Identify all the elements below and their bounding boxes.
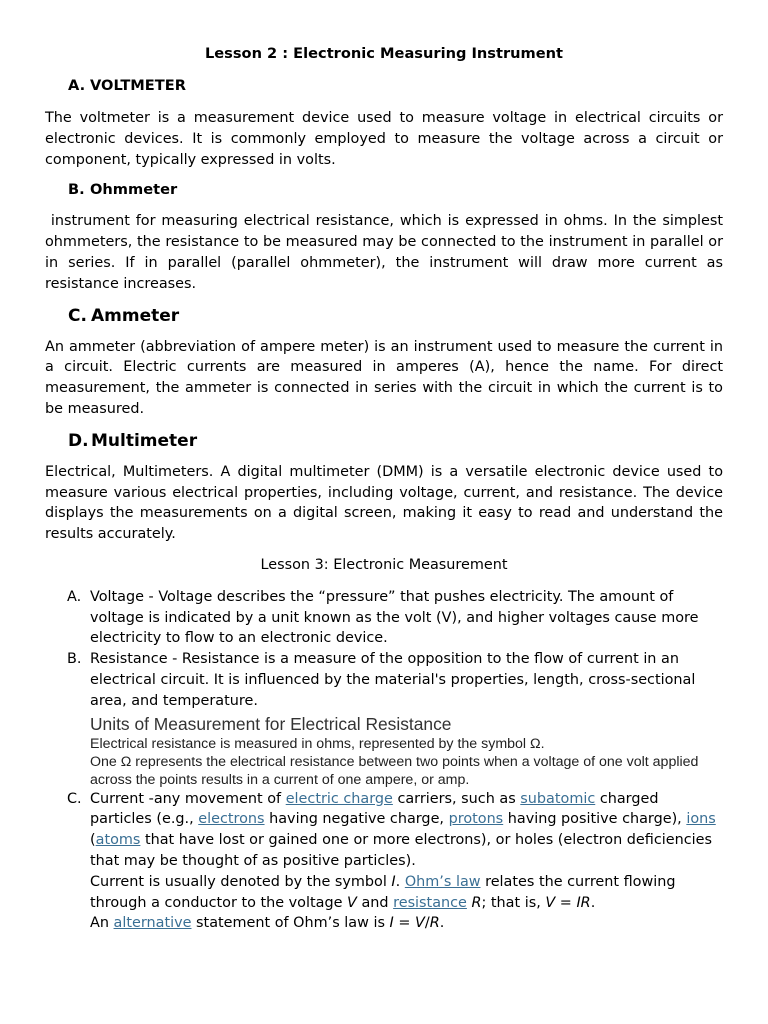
section-letter: C. xyxy=(68,305,87,326)
list-marker: C. xyxy=(67,790,82,807)
lesson-2-title: Lesson 2 : Electronic Measuring Instrument xyxy=(204,45,564,62)
text-run: statement of Ohm’s law is xyxy=(191,915,390,932)
text-run: ; that is, xyxy=(481,894,546,911)
text-run: Current is usually denoted by the symbol xyxy=(90,873,392,890)
link-ohms-law[interactable]: Ohm’s law xyxy=(404,873,481,890)
text-run: = xyxy=(393,915,415,932)
link-protons[interactable]: protons xyxy=(448,811,504,828)
resistance-units-heading: Units of Measurement for Electrical Resistance xyxy=(90,713,452,734)
text-run: charged particles (e.g., xyxy=(90,790,659,828)
current-definition xyxy=(90,789,723,872)
text-run: ( xyxy=(90,832,96,849)
text-run: Current -any movement of xyxy=(90,790,286,807)
link-subatomic[interactable]: subatomic xyxy=(520,790,596,807)
symbol-r: R xyxy=(429,915,440,932)
list-marker: A. xyxy=(67,588,82,605)
section-title: Ammeter xyxy=(91,305,180,326)
section-b-heading xyxy=(45,180,723,200)
section-letter: A. xyxy=(68,77,86,94)
section-letter: D. xyxy=(68,430,89,451)
link-atoms[interactable]: atoms xyxy=(95,832,141,849)
symbol-i: I xyxy=(389,915,394,932)
section-title: Ohmmeter xyxy=(90,181,178,199)
symbol-ir: IR xyxy=(576,894,591,911)
text-run: . xyxy=(590,894,596,911)
text-run: having negative charge, xyxy=(264,811,449,828)
link-ions[interactable]: ions xyxy=(686,811,716,828)
text-run: . xyxy=(395,873,405,890)
resistance-text: Resistance - Resistance is a measure of the opposition to the flow of current in an electrical circuit. It is influenced by the material's properties, length, cross-sectional area, and temperature. xyxy=(90,651,696,709)
ammeter-paragraph: An ammeter (abbreviation of ampere meter) is an instrument used to measure the current in a circuit. Electric currents are measured in amperes (A), hence the name. For direct measurement, the ammeter is connected in series with the circuit in which the current is to be measured. xyxy=(45,338,723,417)
text-run: and xyxy=(356,894,394,911)
link-resistance[interactable]: resistance xyxy=(393,894,467,911)
ohms-law-alternative-paragraph xyxy=(90,913,723,934)
symbol-v: V xyxy=(414,915,425,932)
text-run: carriers, such as xyxy=(392,790,521,807)
link-alternative[interactable]: alternative xyxy=(113,915,192,932)
text-run: = xyxy=(555,894,577,911)
text-run: An xyxy=(90,915,114,932)
symbol-i: I xyxy=(391,873,396,890)
text-run: having positive charge), xyxy=(503,811,687,828)
lesson-3-list xyxy=(45,587,723,934)
voltage-text: Voltage - Voltage describes the “pressure” that pushes electricity. The amount of voltage is indicated by a unit known as the volt (V), and higher voltages cause more electricity to flow to an electronic device. xyxy=(90,588,699,647)
list-item-voltage xyxy=(45,587,723,649)
section-a-heading xyxy=(45,76,723,96)
current-symbol-paragraph xyxy=(90,872,723,914)
section-title: Multimeter xyxy=(91,430,198,451)
resistance-units-line-2: One Ω represents the electrical resistance between two points when a voltage of one volt applied across the points results in a current of one ampere, or amp. xyxy=(90,753,699,788)
section-title: VOLTMETER xyxy=(90,77,186,94)
text-run: / xyxy=(424,915,430,932)
section-letter: B. xyxy=(68,181,85,199)
text-run: relates the current flowing through a conductor to the voltage xyxy=(90,873,676,911)
document-page xyxy=(45,44,728,934)
symbol-v: V xyxy=(545,894,556,911)
list-marker: B. xyxy=(67,651,82,668)
symbol-r: R xyxy=(471,894,482,911)
lesson-3-title: Lesson 3: Electronic Measurement xyxy=(260,556,508,573)
voltmeter-paragraph: The voltmeter is a measurement device used to measure voltage in electrical circuits or electronic devices. It is commonly employed to measure the voltage across a circuit or component, typically expressed in volts. xyxy=(45,110,723,168)
link-electrons[interactable]: electrons xyxy=(198,811,265,828)
text-run: that have lost or gained one or more electrons), or holes (electron deficiencies that may be thought of as positive particles). xyxy=(90,832,712,869)
resistance-units-line-1: Electrical resistance is measured in ohms, represented by the symbol Ω. xyxy=(90,735,545,752)
symbol-v: V xyxy=(347,894,357,911)
section-c-heading xyxy=(45,304,723,328)
ohmmeter-paragraph: instrument for measuring electrical resistance, which is expressed in ohms. In the simplest ohmmeters, the resistance to be measured may be connected to the instrument in parallel or in series. If in parallel (parallel ohmmeter), the instrument will draw more current as resistance increases. xyxy=(45,213,728,292)
link-electric-charge[interactable]: electric charge xyxy=(285,790,393,807)
multimeter-paragraph: Electrical, Multimeters. A digital multimeter (DMM) is a versatile electronic device used to measure various electrical properties, including voltage, current, and resistance. The device displays the measurements on a digital screen, making it easy to read and understand the results accurately. xyxy=(45,463,723,543)
list-item-resistance xyxy=(45,649,723,788)
section-d-heading xyxy=(45,429,723,453)
list-item-current xyxy=(45,789,723,935)
text-run: . xyxy=(439,915,445,932)
